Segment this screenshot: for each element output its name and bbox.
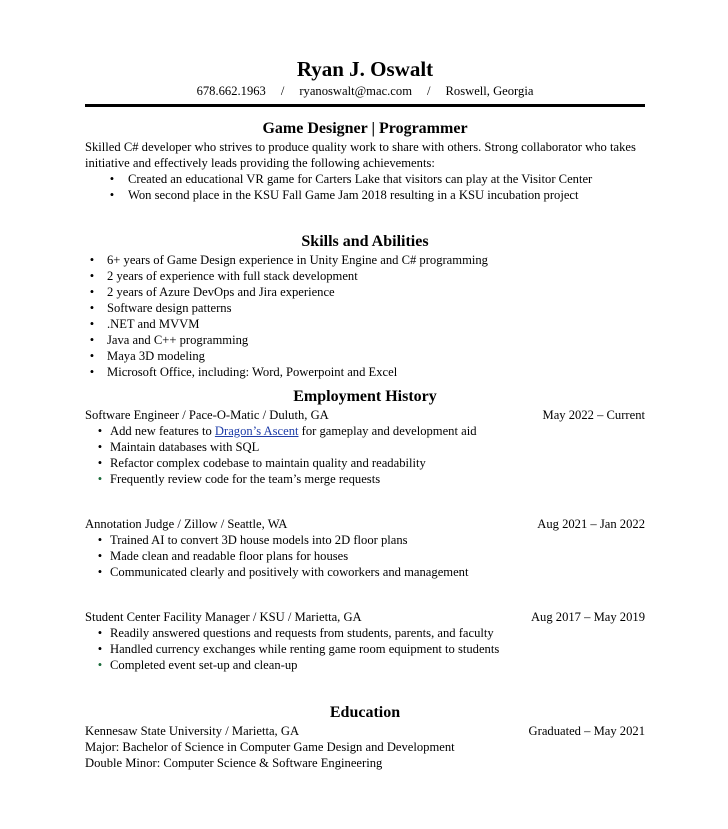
bullet-icon: • xyxy=(89,253,95,267)
job-bullets xyxy=(85,625,645,673)
bullet-icon: • xyxy=(97,533,103,547)
summary-section xyxy=(85,119,645,203)
resume-page xyxy=(85,56,645,771)
bullet-text: Completed event set-up and clean-up xyxy=(110,658,298,672)
skills-section xyxy=(85,232,645,380)
bullet-text: Add new features to xyxy=(110,424,215,438)
bullet-icon: • xyxy=(97,565,103,579)
list-item xyxy=(85,657,645,673)
skill-text: Microsoft Office, including: Word, Powerpoint and Excel xyxy=(107,365,398,379)
job-role: Software Engineer / Pace-O-Matic / Duluth, GA xyxy=(85,408,329,422)
list-item xyxy=(85,348,645,364)
minor-line: Double Minor: Computer Science & Software Engineering xyxy=(85,756,383,770)
skill-text: Maya 3D modeling xyxy=(107,349,205,363)
bullet-text: Made clean and readable floor plans for houses xyxy=(110,549,349,563)
job-entry xyxy=(85,516,645,580)
skills-title: Skills and Abilities xyxy=(301,233,429,250)
bullet-icon: • xyxy=(97,549,103,563)
skill-text: Java and C++ programming xyxy=(107,333,249,347)
resume-header xyxy=(85,56,645,107)
list-item xyxy=(85,300,645,316)
list-item xyxy=(85,252,645,268)
job-header xyxy=(85,516,645,532)
job-bullets xyxy=(85,423,645,487)
bullet-text: Refactor complex codebase to maintain quality and readability xyxy=(110,456,426,470)
email-address: ryanoswalt@mac.com xyxy=(299,84,412,98)
phone-number: 678.662.1963 xyxy=(196,84,266,98)
bullet-text: Handled currency exchanges while renting game room equipment to students xyxy=(110,642,500,656)
bullet-icon: • xyxy=(89,365,95,379)
bullet-text: Maintain databases with SQL xyxy=(110,440,260,454)
bullet-icon: • xyxy=(89,285,95,299)
graduation-date: Graduated – May 2021 xyxy=(528,724,645,738)
bullet-icon: • xyxy=(89,317,95,331)
bullet-icon: • xyxy=(109,172,115,186)
list-item xyxy=(85,548,645,564)
bullet-text: Readily answered questions and requests from students, parents, and faculty xyxy=(110,626,494,640)
job-dates: May 2022 – Current xyxy=(542,408,645,422)
list-item xyxy=(85,625,645,641)
summary-paragraph: Skilled C# developer who strives to produce quality work to share with others. Strong collaborator who takes initiative and effectively leads providing the following achievements: xyxy=(85,140,636,170)
bullet-icon: • xyxy=(97,626,103,640)
list-item xyxy=(85,564,645,580)
candidate-name: Ryan J. Oswalt xyxy=(296,57,434,81)
skills-list xyxy=(85,252,645,380)
list-item xyxy=(85,641,645,657)
contact-line xyxy=(85,83,645,99)
bullet-text: for gameplay and development aid xyxy=(298,424,477,438)
list-item xyxy=(85,455,645,471)
skill-text: 6+ years of Game Design experience in Unity Engine and C# programming xyxy=(107,253,488,267)
job-bullets xyxy=(85,532,645,580)
bullet-icon: • xyxy=(89,269,95,283)
skill-text: Software design patterns xyxy=(107,301,232,315)
list-item xyxy=(85,471,645,487)
bullet-icon: • xyxy=(97,456,103,470)
list-item xyxy=(85,284,645,300)
dragons-ascent-link[interactable]: Dragon’s Ascent xyxy=(214,424,299,438)
bullet-icon: • xyxy=(97,472,103,486)
education-section xyxy=(85,703,645,771)
list-item xyxy=(85,316,645,332)
list-item xyxy=(85,532,645,548)
skill-text: 2 years of experience with full stack development xyxy=(107,269,358,283)
bullet-icon: • xyxy=(89,349,95,363)
list-item xyxy=(85,423,645,439)
education-header xyxy=(85,723,645,739)
summary-title: Game Designer | Programmer xyxy=(262,120,468,137)
bullet-text: Frequently review code for the team’s merge requests xyxy=(110,472,381,486)
job-dates: Aug 2017 – May 2019 xyxy=(530,610,645,624)
header-divider xyxy=(85,104,645,107)
bullet-icon: • xyxy=(97,424,103,438)
achievement-text: Created an educational VR game for Carters Lake that visitors can play at the Visitor Center xyxy=(128,172,593,186)
bullet-icon: • xyxy=(109,188,115,202)
bullet-icon: • xyxy=(89,301,95,315)
job-role: Annotation Judge / Zillow / Seattle, WA xyxy=(85,517,288,531)
achievements-list xyxy=(85,171,645,203)
list-item xyxy=(85,439,645,455)
list-item xyxy=(85,171,645,187)
job-header xyxy=(85,609,645,625)
contact-separator: / xyxy=(427,84,431,98)
list-item xyxy=(85,332,645,348)
bullet-text: Communicated clearly and positively with coworkers and management xyxy=(110,565,469,579)
bullet-icon: • xyxy=(97,440,103,454)
employment-title: Employment History xyxy=(293,388,437,405)
skill-text: .NET and MVVM xyxy=(107,317,200,331)
list-item xyxy=(85,364,645,380)
list-item xyxy=(85,268,645,284)
job-role: Student Center Facility Manager / KSU / Marietta, GA xyxy=(85,610,362,624)
employment-section xyxy=(85,387,645,673)
school-name: Kennesaw State University / Marietta, GA xyxy=(85,724,300,738)
bullet-icon: • xyxy=(89,333,95,347)
job-dates: Aug 2021 – Jan 2022 xyxy=(537,517,645,531)
major-line: Major: Bachelor of Science in Computer Game Design and Development xyxy=(85,740,455,754)
bullet-icon: • xyxy=(97,642,103,656)
education-title: Education xyxy=(329,704,401,721)
bullet-icon: • xyxy=(97,658,103,672)
achievement-text: Won second place in the KSU Fall Game Jam 2018 resulting in a KSU incubation project xyxy=(128,188,579,202)
list-item xyxy=(85,187,645,203)
job-header xyxy=(85,407,645,423)
bullet-text: Trained AI to convert 3D house models into 2D floor plans xyxy=(110,533,408,547)
job-entry xyxy=(85,407,645,487)
job-entry xyxy=(85,609,645,673)
skill-text: 2 years of Azure DevOps and Jira experience xyxy=(107,285,335,299)
location: Roswell, Georgia xyxy=(445,84,534,98)
contact-separator: / xyxy=(280,84,285,98)
